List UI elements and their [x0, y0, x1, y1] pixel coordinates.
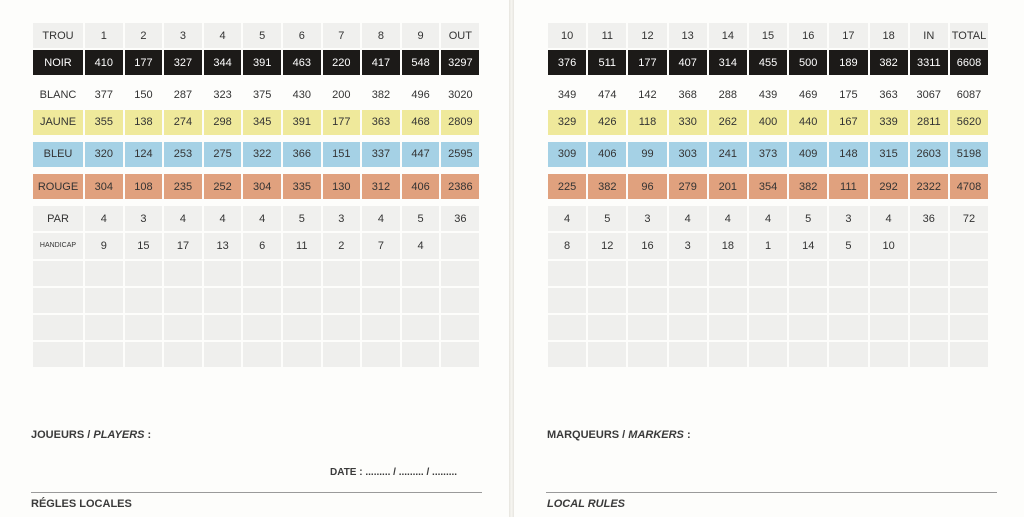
distance-cell: 151 [323, 142, 361, 167]
score-entry-row[interactable] [548, 261, 988, 286]
par-cell: 3 [628, 206, 666, 231]
distance-cell: 108 [125, 174, 163, 199]
distance-cell: 382 [588, 174, 626, 199]
handicap-cell: 2 [323, 233, 361, 258]
tee-row-bleu [33, 142, 479, 167]
handicap-row [33, 233, 479, 258]
distance-cell: 148 [829, 142, 867, 167]
hole-number-row [33, 23, 479, 48]
hole-cell: 11 [588, 23, 626, 48]
distance-cell: 304 [85, 174, 123, 199]
total-cell: 6608 [950, 50, 988, 75]
distance-cell: 373 [749, 142, 787, 167]
handicap-cell: 15 [125, 233, 163, 258]
distance-cell: 225 [548, 174, 586, 199]
hole-cell: 7 [323, 23, 361, 48]
out-cell: 2386 [441, 174, 479, 199]
row-label: JAUNE [33, 110, 83, 135]
par-cell: 3 [323, 206, 361, 231]
tee-row-jaune [33, 110, 479, 135]
par-cell: 4 [204, 206, 242, 231]
distance-cell: 201 [709, 174, 747, 199]
distance-cell: 312 [362, 174, 400, 199]
distance-cell: 463 [283, 50, 321, 75]
distance-cell: 315 [870, 142, 908, 167]
distance-cell: 287 [164, 82, 202, 107]
page-fold [509, 0, 514, 517]
hole-cell: 16 [789, 23, 827, 48]
row-label: BLEU [33, 142, 83, 167]
distance-cell: 96 [628, 174, 666, 199]
distance-cell: 511 [588, 50, 626, 75]
distance-cell: 440 [789, 110, 827, 135]
tee-row-blanc [33, 82, 479, 107]
distance-cell: 142 [628, 82, 666, 107]
handicap-cell: 1 [749, 233, 787, 258]
par-cell: 4 [669, 206, 707, 231]
par-cell: 5 [789, 206, 827, 231]
hole-cell: 8 [362, 23, 400, 48]
total-cell: 4708 [950, 174, 988, 199]
distance-cell: 235 [164, 174, 202, 199]
tee-row-jaune [548, 110, 988, 135]
hole-cell: 18 [870, 23, 908, 48]
total-cell [950, 233, 988, 258]
distance-cell: 292 [870, 174, 908, 199]
par-cell: 4 [870, 206, 908, 231]
out-cell: 3020 [441, 82, 479, 107]
handicap-row [548, 233, 988, 258]
distance-cell: 111 [829, 174, 867, 199]
tee-row-bleu [548, 142, 988, 167]
distance-cell: 366 [283, 142, 321, 167]
distance-cell: 189 [829, 50, 867, 75]
distance-cell: 400 [749, 110, 787, 135]
distance-cell: 167 [829, 110, 867, 135]
distance-cell: 430 [283, 82, 321, 107]
hole-cell: 10 [548, 23, 586, 48]
score-entry-row[interactable] [548, 315, 988, 340]
handicap-cell: 9 [85, 233, 123, 258]
distance-cell: 376 [548, 50, 586, 75]
tee-row-noir [548, 50, 988, 75]
distance-cell: 150 [125, 82, 163, 107]
distance-cell: 220 [323, 50, 361, 75]
distance-cell: 363 [362, 110, 400, 135]
out-cell: 3297 [441, 50, 479, 75]
in-cell: 2811 [910, 110, 948, 135]
hole-number-row [548, 23, 988, 48]
par-cell: 4 [362, 206, 400, 231]
total-cell: 5620 [950, 110, 988, 135]
distance-cell: 322 [243, 142, 281, 167]
handicap-cell: 6 [243, 233, 281, 258]
tee-row-noir [33, 50, 479, 75]
distance-cell: 375 [243, 82, 281, 107]
distance-cell: 468 [402, 110, 440, 135]
hole-cell: 2 [125, 23, 163, 48]
out-cell: OUT [441, 23, 479, 48]
distance-cell: 118 [628, 110, 666, 135]
distance-cell: 391 [243, 50, 281, 75]
handicap-cell: 16 [628, 233, 666, 258]
markers-label: MARQUEURS / MARKERS : [547, 429, 691, 441]
in-cell: 2322 [910, 174, 948, 199]
distance-cell: 409 [789, 142, 827, 167]
hole-cell: 6 [283, 23, 321, 48]
handicap-cell: 17 [164, 233, 202, 258]
hole-cell: 15 [749, 23, 787, 48]
par-cell: 3 [829, 206, 867, 231]
score-entry-row[interactable] [548, 342, 988, 367]
distance-cell: 314 [709, 50, 747, 75]
distance-cell: 417 [362, 50, 400, 75]
row-label: BLANC [33, 82, 83, 107]
distance-cell: 279 [669, 174, 707, 199]
row-label: ROUGE [33, 174, 83, 199]
row-label: HANDICAP [33, 233, 83, 258]
in-cell: 2603 [910, 142, 948, 167]
distance-cell: 548 [402, 50, 440, 75]
in-cell: 3311 [910, 50, 948, 75]
in-cell: 3067 [910, 82, 948, 107]
par-cell: 4 [548, 206, 586, 231]
par-cell: 4 [85, 206, 123, 231]
handicap-cell: 13 [204, 233, 242, 258]
distance-cell: 288 [709, 82, 747, 107]
handicap-cell: 7 [362, 233, 400, 258]
par-row [548, 206, 988, 231]
hole-cell: 17 [829, 23, 867, 48]
distance-cell: 469 [789, 82, 827, 107]
distance-cell: 262 [709, 110, 747, 135]
distance-cell: 474 [588, 82, 626, 107]
in-cell [910, 233, 948, 258]
distance-cell: 410 [85, 50, 123, 75]
par-cell: 4 [749, 206, 787, 231]
distance-cell: 298 [204, 110, 242, 135]
players-label: JOUEURS / PLAYERS : [31, 429, 152, 441]
hole-cell: 5 [243, 23, 281, 48]
tee-row-rouge [33, 174, 479, 199]
handicap-cell: 12 [588, 233, 626, 258]
local-rules-title-en: LOCAL RULES [547, 498, 626, 510]
distance-cell: 382 [870, 50, 908, 75]
distance-cell: 253 [164, 142, 202, 167]
total-cell: 5198 [950, 142, 988, 167]
distance-cell: 309 [548, 142, 586, 167]
hole-cell: 9 [402, 23, 440, 48]
handicap-cell: 4 [402, 233, 440, 258]
distance-cell: 455 [749, 50, 787, 75]
hole-cell: 1 [85, 23, 123, 48]
distance-cell: 447 [402, 142, 440, 167]
out-cell [441, 233, 479, 258]
score-entry-row[interactable] [33, 261, 479, 286]
par-cell: 3 [125, 206, 163, 231]
distance-cell: 175 [829, 82, 867, 107]
distance-cell: 439 [749, 82, 787, 107]
distance-cell: 354 [749, 174, 787, 199]
hole-cell: 13 [669, 23, 707, 48]
distance-cell: 368 [669, 82, 707, 107]
par-cell: 4 [243, 206, 281, 231]
distance-cell: 500 [789, 50, 827, 75]
total-cell: TOTAL [950, 23, 988, 48]
distance-cell: 407 [669, 50, 707, 75]
distance-cell: 275 [204, 142, 242, 167]
total-cell: 6087 [950, 82, 988, 107]
handicap-cell: 3 [669, 233, 707, 258]
distance-cell: 382 [789, 174, 827, 199]
distance-cell: 304 [243, 174, 281, 199]
distance-cell: 99 [628, 142, 666, 167]
distance-cell: 349 [548, 82, 586, 107]
distance-cell: 496 [402, 82, 440, 107]
distance-cell: 200 [323, 82, 361, 107]
divider-line [546, 492, 997, 493]
distance-cell: 130 [323, 174, 361, 199]
back-nine-table [546, 21, 990, 369]
handicap-cell: 18 [709, 233, 747, 258]
score-entry-row[interactable] [548, 288, 988, 313]
par-cell: 5 [402, 206, 440, 231]
distance-cell: 377 [85, 82, 123, 107]
row-label: TROU [33, 23, 83, 48]
distance-cell: 339 [870, 110, 908, 135]
handicap-cell: 10 [870, 233, 908, 258]
par-row [33, 206, 479, 231]
tee-row-rouge [548, 174, 988, 199]
distance-cell: 323 [204, 82, 242, 107]
distance-cell: 355 [85, 110, 123, 135]
distance-cell: 426 [588, 110, 626, 135]
out-cell: 2595 [441, 142, 479, 167]
tee-row-blanc [548, 82, 988, 107]
date-field[interactable]: DATE : ......... / ......... / ......... [330, 467, 458, 478]
par-cell: 5 [588, 206, 626, 231]
hole-cell: 3 [164, 23, 202, 48]
distance-cell: 406 [588, 142, 626, 167]
distance-cell: 391 [283, 110, 321, 135]
hole-cell: 14 [709, 23, 747, 48]
score-entry-row[interactable] [33, 288, 479, 313]
distance-cell: 329 [548, 110, 586, 135]
distance-cell: 177 [125, 50, 163, 75]
distance-cell: 138 [125, 110, 163, 135]
distance-cell: 330 [669, 110, 707, 135]
distance-cell: 241 [709, 142, 747, 167]
par-cell: 5 [283, 206, 321, 231]
distance-cell: 303 [669, 142, 707, 167]
handicap-cell: 8 [548, 233, 586, 258]
par-cell: 4 [164, 206, 202, 231]
score-entry-row[interactable] [33, 315, 479, 340]
par-cell: 4 [709, 206, 747, 231]
out-cell: 36 [441, 206, 479, 231]
distance-cell: 363 [870, 82, 908, 107]
row-label: NOIR [33, 50, 83, 75]
distance-cell: 327 [164, 50, 202, 75]
handicap-cell: 11 [283, 233, 321, 258]
hole-cell: 4 [204, 23, 242, 48]
divider-line [31, 492, 482, 493]
front-nine-table [31, 21, 481, 369]
row-label: PAR [33, 206, 83, 231]
local-rules-title-fr: RÉGLES LOCALES [31, 498, 132, 510]
distance-cell: 382 [362, 82, 400, 107]
handicap-cell: 5 [829, 233, 867, 258]
total-cell: 72 [950, 206, 988, 231]
hole-cell: 12 [628, 23, 666, 48]
distance-cell: 345 [243, 110, 281, 135]
distance-cell: 337 [362, 142, 400, 167]
distance-cell: 177 [628, 50, 666, 75]
distance-cell: 177 [323, 110, 361, 135]
handicap-cell: 14 [789, 233, 827, 258]
out-cell: 2809 [441, 110, 479, 135]
in-cell: IN [910, 23, 948, 48]
score-entry-row[interactable] [33, 342, 479, 367]
distance-cell: 344 [204, 50, 242, 75]
in-cell: 36 [910, 206, 948, 231]
distance-cell: 124 [125, 142, 163, 167]
distance-cell: 335 [283, 174, 321, 199]
distance-cell: 406 [402, 174, 440, 199]
distance-cell: 320 [85, 142, 123, 167]
distance-cell: 252 [204, 174, 242, 199]
distance-cell: 274 [164, 110, 202, 135]
